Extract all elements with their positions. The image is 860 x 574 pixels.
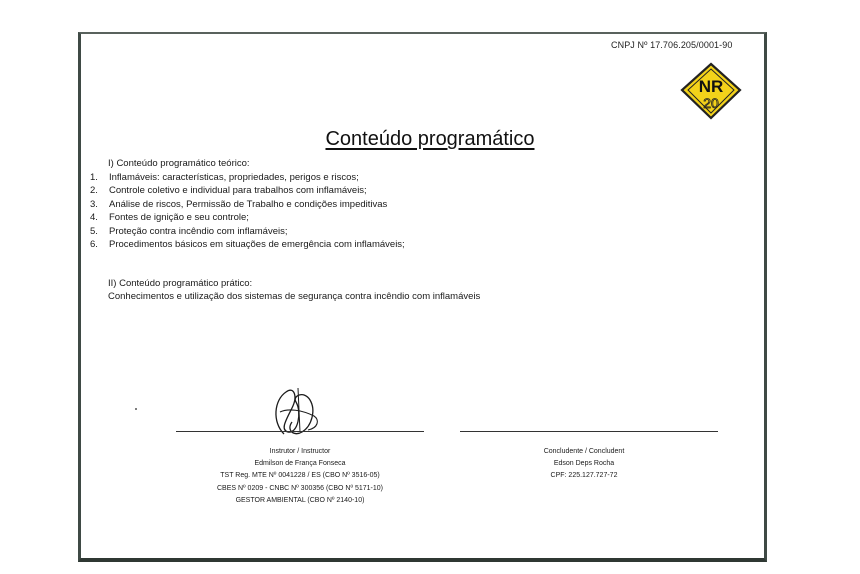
- concludent-name: Edson Deps Rocha: [553, 460, 615, 468]
- page-title: Conteúdo programático: [325, 128, 535, 150]
- instructor-name: Edmilson de França Fonseca: [254, 460, 346, 468]
- badge-nr-text: NR: [698, 77, 724, 96]
- instructor-signature-line: [176, 431, 424, 432]
- concludent-block: [464, 446, 704, 483]
- speck: [135, 408, 137, 410]
- list-item: 2. Controle coletivo e individual para trabalhos com inflamáveis;: [90, 185, 367, 197]
- list-item: 6. Procedimentos básicos em situações de emergência com inflamáveis;: [90, 238, 405, 250]
- concludent-signature-line: [460, 431, 718, 432]
- instructor-cbes: CBES Nº 0209 - CNBC Nº 300356 (CBO Nº 5171-10): [216, 484, 384, 492]
- list-item: 3. Análise de riscos, Permissão de Trabalho e condições impeditivas: [90, 198, 388, 210]
- list-item: 4. Fontes de ignição e seu controle;: [90, 212, 249, 224]
- instructor-title: GESTOR AMBIENTAL (CBO Nº 2140-10): [235, 496, 365, 504]
- instructor-block: [180, 446, 420, 507]
- theoretical-heading: I) Conteúdo programático teórico:: [108, 158, 250, 169]
- list-item: 5. Proteção contra incêndio com inflamáveis;: [90, 225, 288, 237]
- instructor-role: Instrutor / Instructor: [269, 448, 331, 455]
- cnpj-number: CNPJ Nº 17.706.205/0001-90: [611, 40, 733, 50]
- theoretical-list: [90, 171, 405, 251]
- practical-heading: II) Conteúdo programático prático:: [108, 278, 253, 289]
- badge-number-text: 20: [703, 95, 719, 111]
- concludent-role: Concludente / Concludent: [543, 448, 625, 455]
- list-item: 1. Inflamáveis: características, propriedades, perigos e riscos;: [90, 172, 359, 183]
- practical-text: Conhecimentos e utilização dos sistemas de segurança contra incêndio com inflamáveis: [108, 291, 481, 302]
- concludent-cpf: CPF: 225.127.727-72: [550, 472, 618, 480]
- instructor-registration: TST Reg. MTE Nº 0041228 / ES (CBO Nº 3516-05): [220, 472, 380, 480]
- nr20-badge-icon: [678, 62, 744, 120]
